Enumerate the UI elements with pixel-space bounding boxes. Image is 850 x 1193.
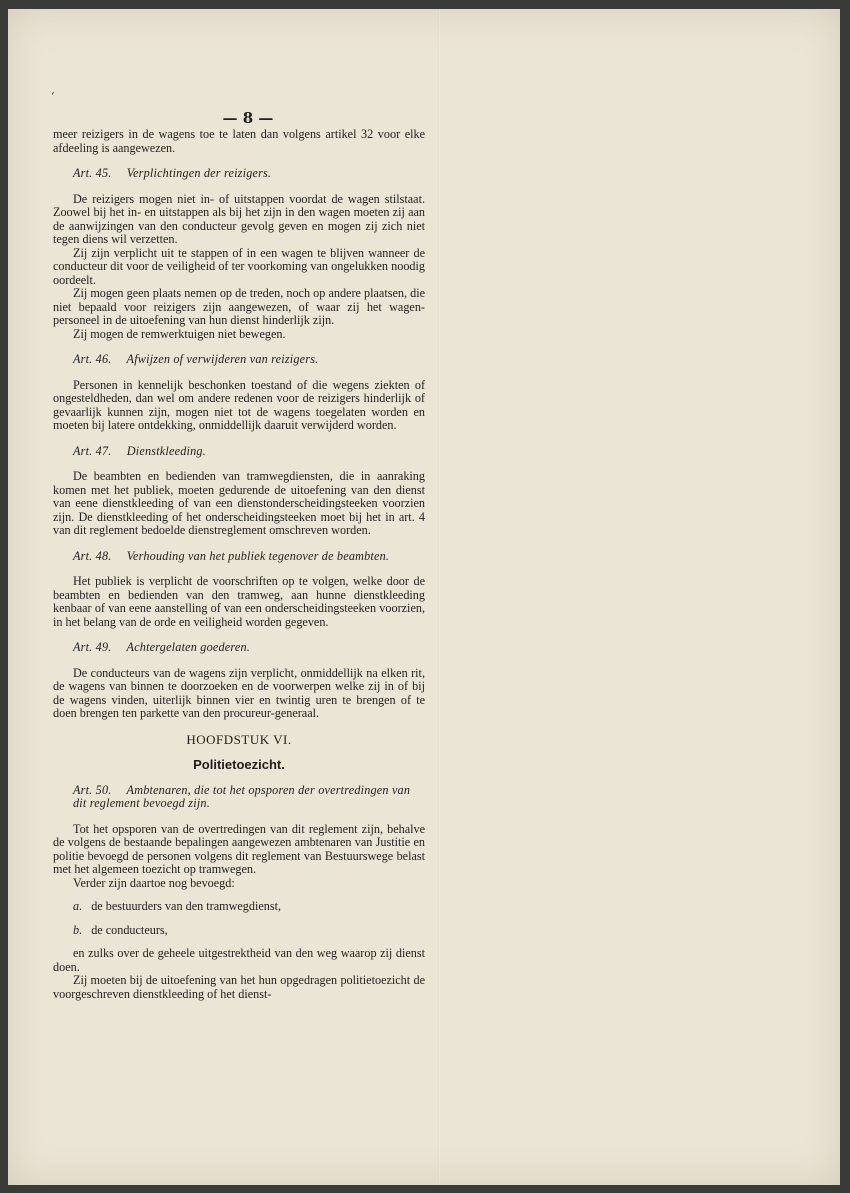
article-heading xyxy=(73,550,425,564)
article-title: Ambtenaren, die tot het opsporen der overtredingen van dit reglement bevoegd zijn. xyxy=(73,782,411,810)
article-heading xyxy=(73,445,425,459)
article-number: Art. 46. xyxy=(73,352,112,366)
list-label: b. xyxy=(73,922,83,937)
article-heading xyxy=(73,353,425,367)
article-number: Art. 49. xyxy=(73,640,112,654)
list-text: de bestuurders van den tramwegdienst, xyxy=(91,899,282,913)
paragraph: Verder zijn daartoe nog bevoegd: xyxy=(73,875,235,890)
paragraph: De reizigers mogen niet in- of uitstappen voordat de wagen stilstaat. Zoowel bij het in- en uitstappen als bij het zijn in den wagen moeten zij aan de aanwijzingen van den conducteur gevolg geven en mogen zij zich niet tegen diens wil verzetten. xyxy=(53,191,425,246)
paragraph: en zulks over de geheele uitgestrektheid van den weg waarop zij dienst doen. xyxy=(53,946,425,974)
list-item xyxy=(73,900,425,914)
article-heading xyxy=(73,784,425,811)
paragraph: De beambten en bedienden van tramwegdiensten, die in aanraking komen met het publiek, moeten gedurende de uitoefening van den dienst van eene dienstkleeding of van een dienstonderscheidingsteeken voorzien zijn. De dienstkleeding of het onderscheidingsteeken moet bij het in art. 4 van dit reglement bedoelde dienstreglement omschreven worden. xyxy=(53,469,425,537)
article-number: Art. 45. xyxy=(73,166,112,180)
article-number: Art. 50. xyxy=(73,782,112,797)
paragraph: Zij mogen de remwerktuigen niet bewegen. xyxy=(73,326,286,341)
article-title: Verplichtingen der reizigers. xyxy=(126,166,272,180)
paragraph: De conducteurs van de wagens zijn verplicht, onmiddellijk na elken rit, de wagens van binnen te doorzoeken en de voorwerpen welke zij in of bij de wagens vinden, uiterlijk binnen vier en twintig uren te brengen of te doen brengen ten parkette van den procureur-generaal. xyxy=(53,665,425,720)
paragraph: Personen in kennelijk beschonken toestand of die wegens ziekten of ongesteldheden, dan wel om andere redenen voor de reizigers hinderlijk of gevaarlijk kunnen zijn, mogen niet tot de wagens toegelaten worden en moeten bij latere ontdekking, onmiddellijk daaruit verwijderd worden. xyxy=(53,377,425,432)
paragraph: Zij mogen geen plaats nemen op de treden, noch op andere plaatsen, die niet bepaald voor reizigers zijn aangewezen, of waar zij het wagen-personeel in de uitoefening van hun dienst hinderlijk zijn. xyxy=(53,286,425,327)
paragraph: meer reizigers in de wagens toe te laten dan volgens artikel 32 voor elke afdeeling is aangewezen. xyxy=(53,127,425,155)
list-text: de conducteurs, xyxy=(91,922,168,937)
article-heading xyxy=(73,641,425,655)
article-heading xyxy=(73,167,425,181)
article-number: Art. 48. xyxy=(73,548,112,563)
text-column xyxy=(53,128,425,1001)
ink-mark: ‘ xyxy=(51,90,55,103)
document-page xyxy=(8,9,840,1185)
paper-fold xyxy=(438,9,440,1185)
paragraph: Zij zijn verplicht uit te stappen of in een wagen te blijven wanneer de conducteur dit voor de veiligheid of ter voorkoming van ongelukken noodig oordeelt. xyxy=(53,245,425,287)
list-label: a. xyxy=(73,899,83,913)
article-title: Verhouding van het publiek tegenover de beambten. xyxy=(126,548,390,563)
page-number: — 8 — xyxy=(222,109,274,127)
section-title: Politietoezicht. xyxy=(193,757,285,772)
article-title: Dienstkleeding. xyxy=(126,443,206,458)
paragraph: Tot het opsporen van de overtredingen van dit reglement zijn, behalve de volgens de bestaande bepalingen aangewezen ambtenaren van Justitie en politie bevoegd de personen volgens dit reglement van Bestuurswege belast met het algemeen toezicht op tramwegen. xyxy=(53,821,425,876)
list-item xyxy=(73,924,425,938)
article-title: Achtergelaten goederen. xyxy=(126,640,251,654)
paragraph: Het publiek is verplicht de voorschriften op te volgen, welke door de beambten en bedienden van den tramweg, aan hunne dienstkleeding kenbaar of van eene aanstelling of van een onderscheidingsteeken voorzien, in het belang van de orde en veiligheid worden gegeven. xyxy=(53,574,425,629)
chapter-heading: HOOFDSTUK VI. xyxy=(186,731,292,747)
paragraph: Zij moeten bij de uitoefening van het hun opgedragen politietoezicht de voorgeschreven dienstkleeding of het dienst- xyxy=(53,973,425,1001)
article-title: Afwijzen of verwijderen van reizigers. xyxy=(126,352,319,366)
article-number: Art. 47. xyxy=(73,443,112,458)
